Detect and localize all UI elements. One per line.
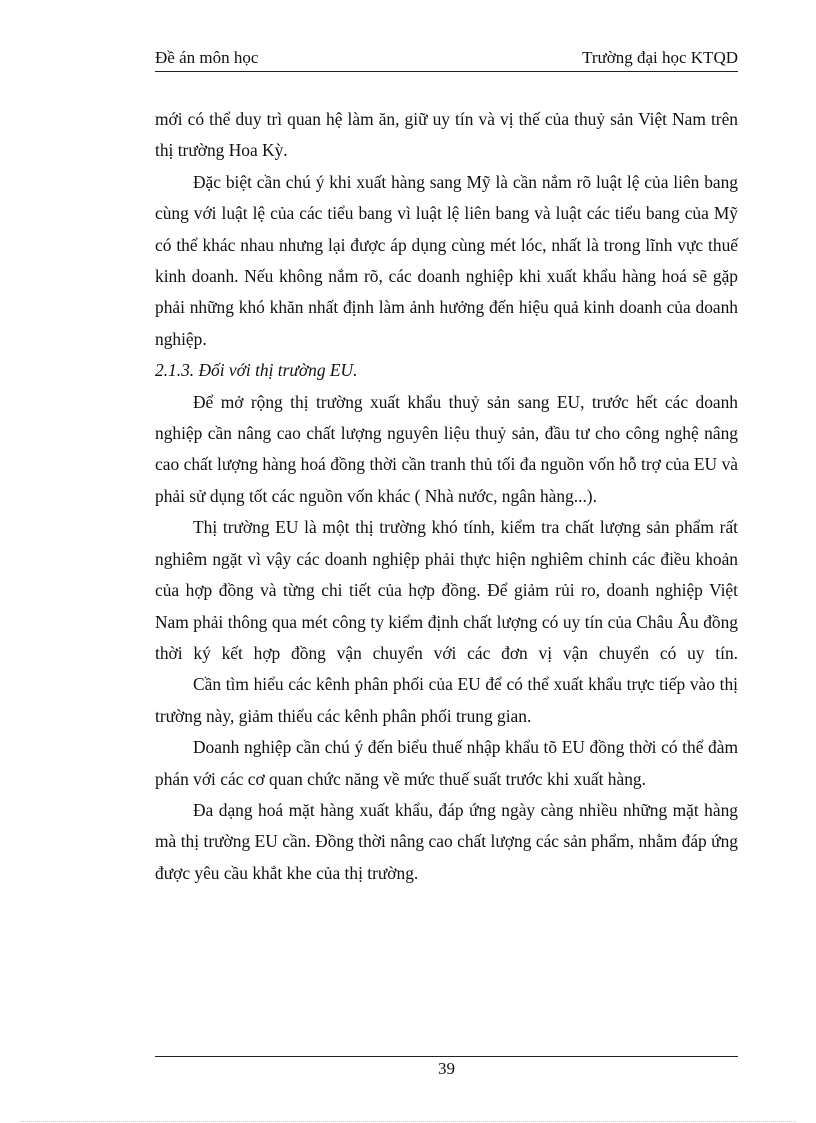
paragraph-eu-expansion: Để mở rộng thị trường xuất khẩu thuỷ sản sang EU, trước hết các doanh nghiệp cần nâng cao chất lượng nguyên liệu thuỷ sản, đầu tư cho công nghệ nâng cao chất lượng hàng hoá đồng thời cần tranh thủ tối đa nguồn vốn hỗ trợ của EU và phải sử dụng tốt các nguồn vốn khác ( Nhà nước, ngân hàng...). — [155, 391, 738, 506]
page-number: 39 — [438, 1059, 455, 1078]
paragraph-distribution: Cần tìm hiểu các kênh phân phối của EU để có thể xuất khẩu trực tiếp vào thị trường này, giảm thiểu các kênh phân phối trung gian. — [155, 674, 738, 726]
header-course-title: Đề án môn học — [155, 48, 259, 67]
page-bottom-border — [20, 1121, 796, 1122]
paragraph-eu-quality: Thị trường EU là một thị trường khó tính, kiểm tra chất lượng sản phẩm rất nghiêm ngặt vì vậy các doanh nghiệp phải thực hiện nghiêm chỉnh các điều khoản của hợp đồng và từng chi tiết của hợp đồng. Để giảm rủi ro, doanh nghiệp Việt Nam phải thông qua mét công ty kiểm định chất lượng có uy tín của Châu Âu đồng thời ký kết hợp đồng vận chuyển với các đơn vị vận chuyển có uy tín. — [155, 517, 738, 663]
paragraph-diversification: Đa dạng hoá mặt hàng xuất khẩu, đáp ứng ngày càng nhiều những mặt hàng mà thị trường EU cần. Đồng thời nâng cao chất lượng các sản phẩm, nhằm đáp ứng được yêu cầu khắt khe của thị trường. — [155, 799, 738, 883]
paragraph-continuation: mới có thể duy trì quan hệ làm ăn, giữ uy tín và vị thế của thuỷ sản Việt Nam trên thị trường Hoa Kỳ. — [155, 109, 738, 161]
section-heading: 2.1.3. Đối với thị trường EU. — [155, 360, 358, 381]
footer-divider — [155, 1056, 738, 1057]
header-university-name: Trường đại học KTQD — [582, 48, 738, 67]
header-divider — [155, 71, 738, 72]
body-text — [155, 104, 738, 889]
page-header — [155, 47, 738, 69]
paragraph-us-law: Đặc biệt cần chú ý khi xuất hàng sang Mỹ là cần nắm rõ luật lệ của liên bang cùng với luật lệ của các tiểu bang vì luật lệ liên bang và luật các tiểu bang của Mỹ có thể khác nhau nhưng lại được áp dụng cùng mét lóc, nhất là trong lĩnh vực thuế kinh doanh. Nếu không nắm rõ, các doanh nghiệp khi xuất khẩu hàng hoá sẽ gặp phải những khó khăn nhất định làm ảnh hưởng đến hiệu quả kinh doanh của doanh nghiệp. — [155, 171, 738, 349]
paragraph-tariff: Doanh nghiệp cần chú ý đến biểu thuế nhập khẩu tõ EU đồng thời có thể đàm phán với các cơ quan chức năng về mức thuế suất trước khi xuất hàng. — [155, 737, 738, 789]
